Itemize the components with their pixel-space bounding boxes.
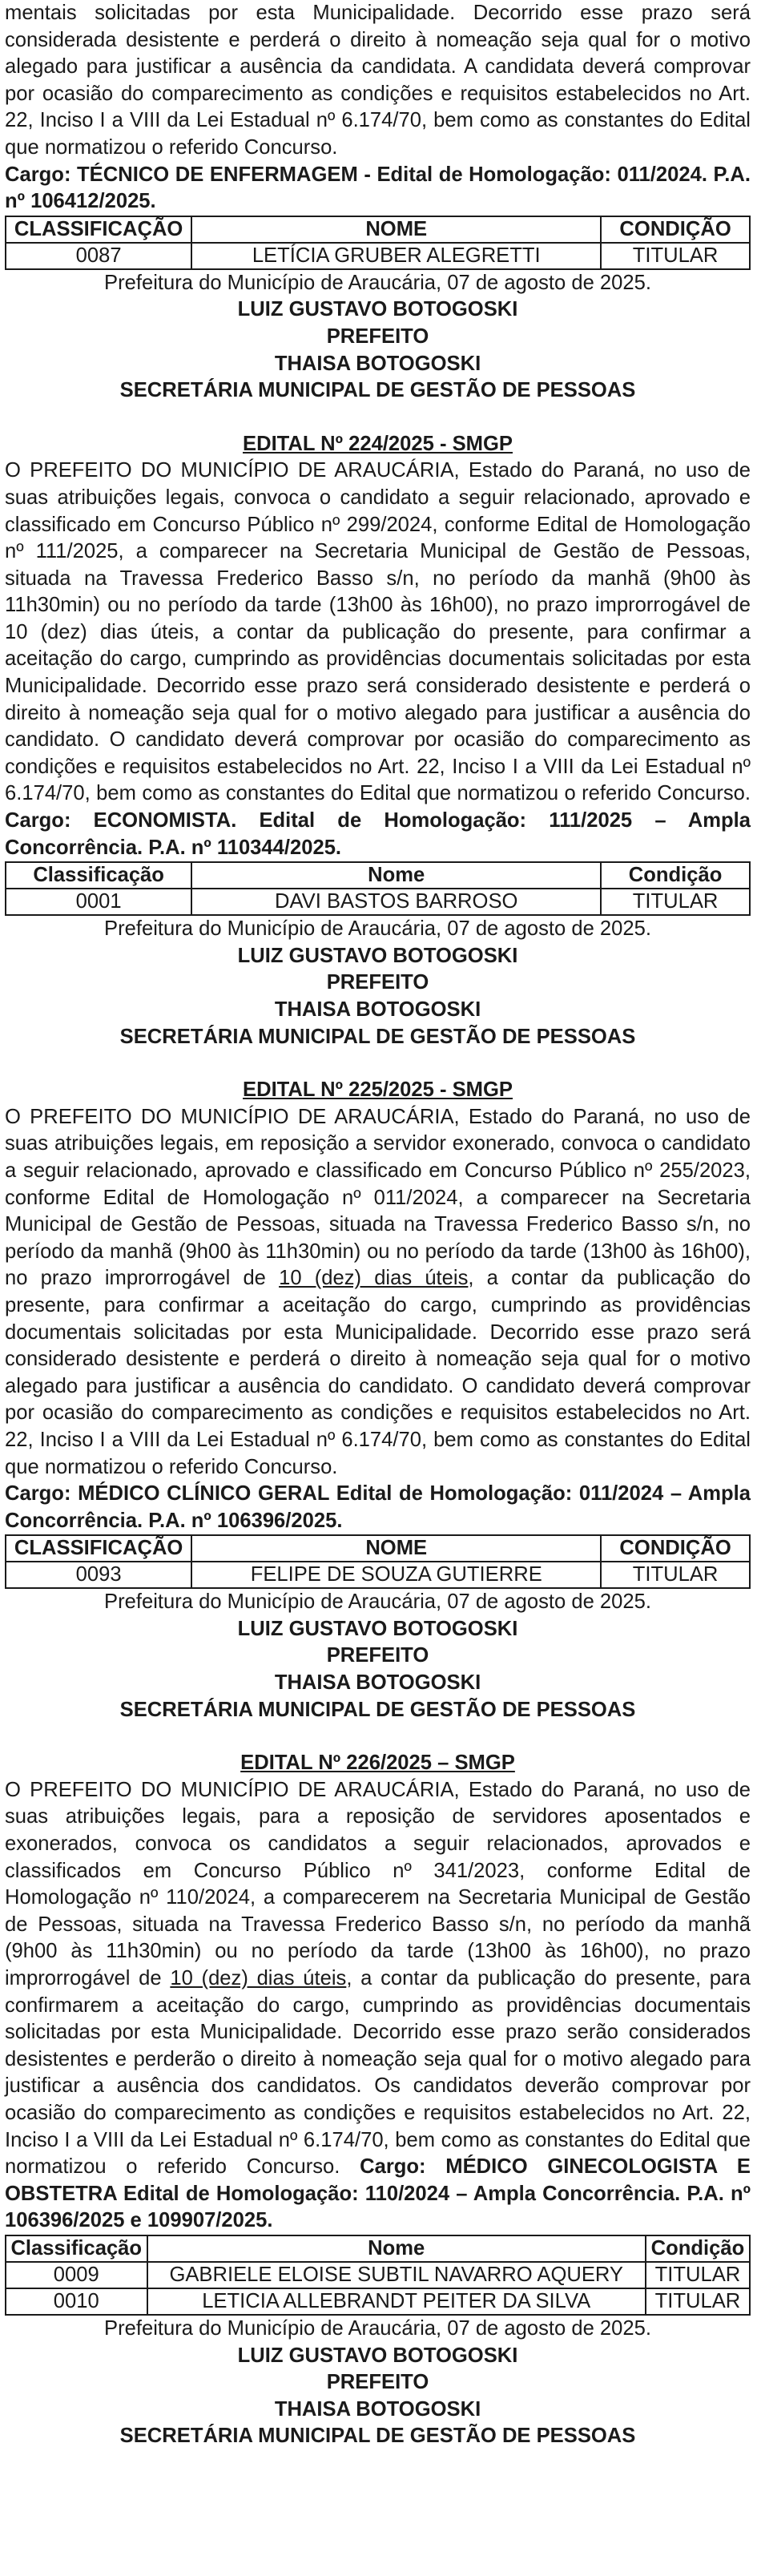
candidates-table	[5, 861, 751, 916]
table-header-row	[6, 216, 750, 243]
signer-role: SECRETÁRIA MUNICIPAL DE GESTÃO DE PESSOAS	[119, 1698, 636, 1721]
body-text-part-a: O PREFEITO DO MUNICÍPIO DE ARAUCÁRIA, Estado do Paraná, no uso de suas atribuições legais, para a reposição de servidores aposentados e exonerados, convoca os candidatos a seguir relacionados, aprovados e classificados em Concurso Público nº 341/2023, conforme Edital de Homologação nº 110/2024, a comparecerem na Secretaria Municipal de Gestão de Pessoas, situada na Travessa Frederico Basso s/n, no período da manhã (9h00 às 11h30min) ou no período da tarde (13h00 às 16h00), no prazo improrrogável de	[5, 1778, 751, 1989]
body-text	[5, 458, 751, 861]
edital-226	[5, 1750, 751, 2450]
header-classification: Classificação	[6, 862, 191, 889]
table-header-row	[6, 1535, 750, 1562]
candidates-table	[5, 2235, 751, 2316]
signer-role: PREFEITO	[326, 325, 429, 348]
header-classification: CLASSIFICAÇÃO	[6, 1535, 191, 1562]
signer-role: PREFEITO	[326, 971, 429, 994]
edital-225	[5, 1077, 751, 1723]
signer-name: THAISA BOTOGOSKI	[274, 1671, 481, 1695]
signer-role: PREFEITO	[326, 1644, 429, 1667]
table-row	[6, 1562, 750, 1588]
cell-classification: 0001	[6, 889, 191, 915]
cell-name: DAVI BASTOS BARROSO	[191, 889, 601, 915]
cell-classification: 0010	[6, 2288, 147, 2315]
header-classification: Classificação	[6, 2235, 147, 2262]
header-name: Nome	[191, 862, 601, 889]
header-name: NOME	[191, 216, 601, 243]
header-name: Nome	[147, 2235, 646, 2262]
cell-name: GABRIELE ELOISE SUBTIL NAVARRO AQUERY	[147, 2262, 646, 2288]
deadline-underlined: 10 (dez) dias úteis	[279, 1267, 469, 1290]
signer-name: LUIZ GUSTAVO BOTOGOSKI	[237, 1617, 518, 1640]
cargo-line: Cargo: MÉDICO CLÍNICO GERAL Edital de Homologação: 011/2024 – Ampla Concorrência. P.A. nº 106396/2025.	[5, 1482, 751, 1532]
cell-condition: TITULAR	[646, 2262, 750, 2288]
body-text-part-a: O PREFEITO DO MUNICÍPIO DE ARAUCÁRIA, Estado do Paraná, no uso de suas atribuições legais, em reposição a servidor exonerado, convoca o candidato a seguir relacionado, aprovado e classificado em Concurso Público nº 255/2023, conforme Edital de Homologação nº 011/2024, a comparecer na Secretaria Municipal de Gestão de Pessoas, situada na Travessa Frederico Basso s/n, no período da manhã (9h00 às 11h30min) ou no período da tarde (13h00 às 16h00), no prazo improrrogável de	[5, 1105, 751, 1290]
table-header-row	[6, 2235, 750, 2262]
cargo-line: Cargo: TÉCNICO DE ENFERMAGEM - Edital de Homologação: 011/2024. P.A. nº 106412/2025.	[5, 163, 751, 213]
signer-name: LUIZ GUSTAVO BOTOGOSKI	[237, 298, 518, 321]
signer-name: THAISA BOTOGOSKI	[274, 352, 481, 375]
cell-classification: 0087	[6, 243, 191, 269]
body-text-part-b: , a contar da publicação do presente, para confirmarem a aceitação do cargo, cumprindo as providências documentais solicitadas por esta Municipalidade. Decorrido esse prazo serão considerados desistentes e perderão o direito à nomeação seja qual for o motivo alegado para justificar a ausência dos candidatos. Os candidatos deverão comprovar por ocasião do comparecimento as condições e requisitos estabelecidos no Art. 22, Inciso I a VIII da Lei Estadual nº 6.174/70, bem como as constantes do Edital que normatizou o referido Concurso.	[5, 1967, 751, 2179]
body-text: mentais solicitadas por esta Municipalidade. Decorrido esse prazo será considerada desistente e perderá o direito à nomeação seja qual for o motivo alegado para justificar a ausência da candidata. A candidata deverá comprovar por ocasião do comparecimento as condições e requisitos estabelecidos no Art. 22, Inciso I a VIII da Lei Estadual nº 6.174/70, bem como as constantes do Edital que normatizou o referido Concurso.	[5, 2, 751, 159]
cell-name: LETÍCIA GRUBER ALEGRETTI	[191, 243, 601, 269]
header-classification: CLASSIFICAÇÃO	[6, 216, 191, 243]
header-condition: CONDIÇÃO	[601, 1535, 750, 1562]
table-row	[6, 889, 750, 915]
cargo-line: Cargo: ECONOMISTA. Edital de Homologação: 111/2025 – Ampla Concorrência. P.A. nº 110344/2025.	[5, 809, 751, 859]
signer-name: THAISA BOTOGOSKI	[274, 2397, 481, 2421]
header-condition: Condição	[646, 2235, 750, 2262]
table-row	[6, 243, 750, 269]
candidates-table	[5, 216, 751, 270]
place-date: Prefeitura do Município de Araucária, 07 de agosto de 2025.	[104, 2316, 651, 2340]
signer-name: LUIZ GUSTAVO BOTOGOSKI	[237, 944, 518, 967]
signer-role: SECRETÁRIA MUNICIPAL DE GESTÃO DE PESSOAS	[119, 379, 636, 402]
place-date: Prefeitura do Município de Araucária, 07 de agosto de 2025.	[104, 917, 651, 941]
header-condition: CONDIÇÃO	[601, 216, 750, 243]
edital-continuation	[5, 0, 751, 405]
edital-title: EDITAL Nº 225/2025 - SMGP	[243, 1078, 513, 1102]
cargo-line: Cargo: MÉDICO GINECOLOGISTA E OBSTETRA Edital de Homologação: 110/2024 – Ampla Concorrência. P.A. nº 106396/2025 e 109907/2025.	[5, 2155, 751, 2232]
cell-classification: 0093	[6, 1562, 191, 1588]
table-row	[6, 2262, 750, 2288]
cell-name: FELIPE DE SOUZA GUTIERRE	[191, 1562, 601, 1588]
deadline-underlined: 10 (dez) dias úteis	[170, 1967, 347, 1989]
body-text	[5, 1777, 751, 2235]
table-header-row	[6, 862, 750, 889]
candidates-table	[5, 1534, 751, 1589]
place-date: Prefeitura do Município de Araucária, 07 de agosto de 2025.	[104, 1590, 651, 1614]
body-text-part-b: , a contar da publicação do presente, para confirmar a aceitação do cargo, cumprindo as providências documentais solicitadas por esta Municipalidade. Decorrido esse prazo será considerado desistente e perderá o direito à nomeação seja qual for o motivo alegado para justificar a ausência do candidato. O candidato deverá comprovar por ocasião do comparecimento as condições e requisitos estabelecidos no Art. 22, Inciso I a VIII da Lei Estadual nº 6.174/70, bem como as constantes do Edital que normatizou o referido Concurso.	[5, 1267, 751, 1478]
signer-name: LUIZ GUSTAVO BOTOGOSKI	[237, 2344, 518, 2367]
cell-classification: 0009	[6, 2262, 147, 2288]
cell-condition: TITULAR	[601, 1562, 750, 1588]
body-text-main: O PREFEITO DO MUNICÍPIO DE ARAUCÁRIA, Estado do Paraná, no uso de suas atribuições legais, convoca o candidato a seguir relacionado, aprovado e classificado em Concurso Público nº 299/2024, conforme Edital de Homologação nº 111/2025, a comparecer na Secretaria Municipal de Gestão de Pessoas, situada na Travessa Frederico Basso s/n, no período da manhã (9h00 às 11h30min) ou no período da tarde (13h00 às 16h00), no prazo improrrogável de 10 (dez) dias úteis, a contar da publicação do presente, para confirmar a aceitação do cargo, cumprindo as providências documentais solicitadas por esta Municipalidade. Decorrido esse prazo será considerado desistente e perderá o direito à nomeação seja qual for o motivo alegado para justificar a ausência do candidato. O candidato deverá comprovar por ocasião do comparecimento as condições e requisitos estabelecidos no Art. 22, Inciso I a VIII da Lei Estadual nº 6.174/70, bem como as constantes do Edital que normatizou o referido Concurso.	[5, 459, 751, 805]
edital-224	[5, 431, 751, 1050]
signer-role: SECRETÁRIA MUNICIPAL DE GESTÃO DE PESSOAS	[119, 2425, 636, 2448]
signer-role: PREFEITO	[326, 2371, 429, 2394]
header-name: NOME	[191, 1535, 601, 1562]
header-condition: Condição	[601, 862, 750, 889]
cell-condition: TITULAR	[601, 889, 750, 915]
cell-condition: TITULAR	[601, 243, 750, 269]
cell-name: LETICIA ALLEBRANDT PEITER DA SILVA	[147, 2288, 646, 2315]
cell-condition: TITULAR	[646, 2288, 750, 2315]
edital-title: EDITAL Nº 224/2025 - SMGP	[243, 432, 513, 455]
body-text	[5, 1104, 751, 1481]
table-row	[6, 2288, 750, 2315]
signer-role: SECRETÁRIA MUNICIPAL DE GESTÃO DE PESSOAS	[119, 1025, 636, 1048]
signer-name: THAISA BOTOGOSKI	[274, 998, 481, 1021]
place-date: Prefeitura do Município de Araucária, 07 de agosto de 2025.	[104, 271, 651, 294]
edital-title: EDITAL Nº 226/2025 – SMGP	[240, 1752, 515, 1775]
